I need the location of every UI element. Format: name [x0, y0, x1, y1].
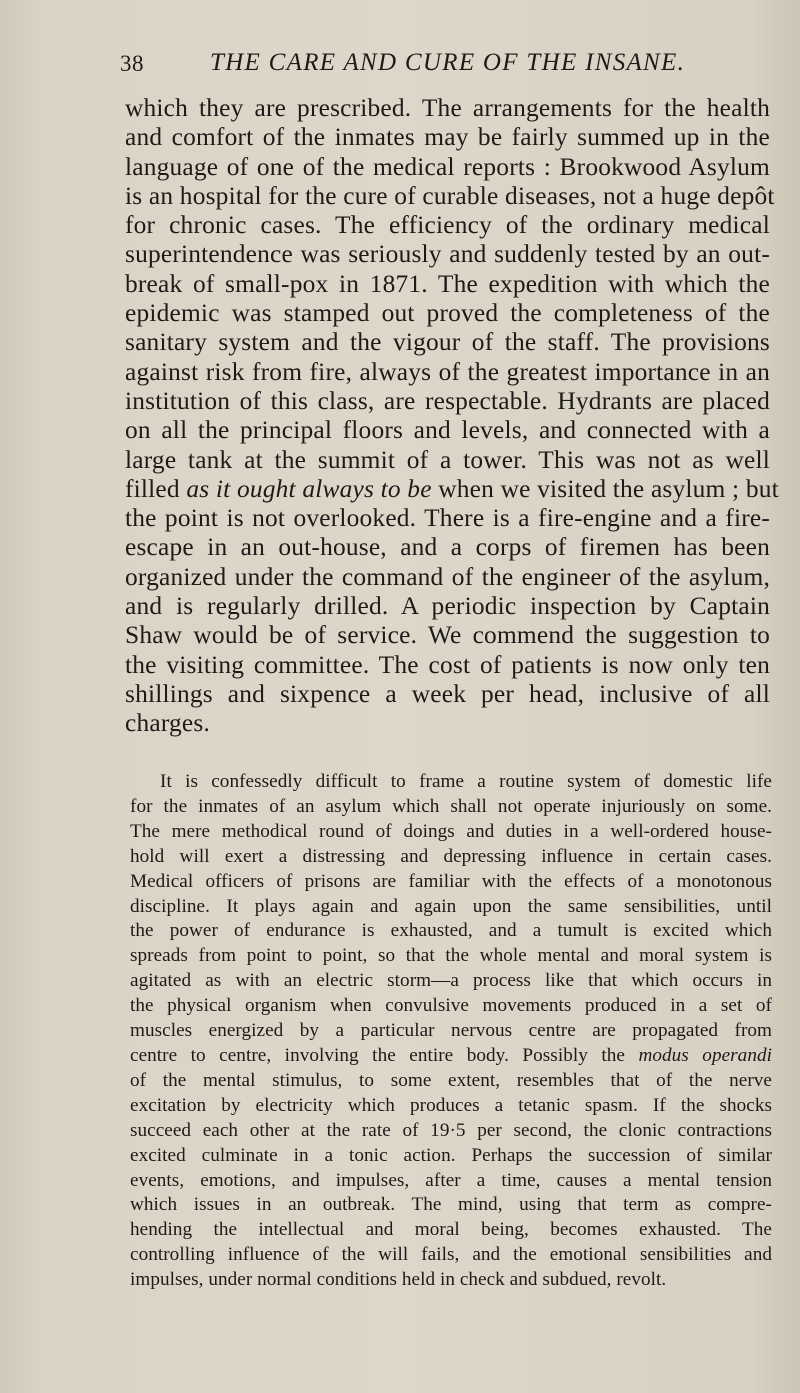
- text-line: superintendence was seriously and suddenly tested by an out-: [125, 240, 770, 269]
- page-header: [120, 46, 700, 80]
- text-line-with-italic: [125, 474, 779, 504]
- text-line: controlling influence of the will fails, and the emotional sensibilities and: [130, 1244, 772, 1266]
- text-line: which issues in an outbreak. The mind, using that term as compre-: [130, 1194, 772, 1216]
- text-line: muscles energized by a particular nervous centre are propagated from: [130, 1020, 772, 1042]
- text-line: hold will exert a distressing and depressing influence in certain cases.: [130, 845, 772, 867]
- text-line: the point is not overlooked. There is a fire-engine and a fire-: [125, 504, 770, 533]
- page-number: 38: [120, 51, 144, 76]
- text-line: escape in an out-house, and a corps of firemen has been: [125, 533, 770, 562]
- text-segment: centre to centre, involving the entire body. Possibly the: [130, 1044, 625, 1066]
- text-line: impulses, under normal conditions held in check and subdued, revolt.: [130, 1269, 667, 1291]
- text-line: break of small-pox in 1871. The expedition with which the: [125, 269, 770, 298]
- text-line: is an hospital for the cure of curable diseases, not a huge depôt: [125, 181, 775, 210]
- text-line: charges.: [125, 709, 211, 738]
- text-line: epidemic was stamped out proved the completeness of the: [125, 299, 770, 328]
- text-line: events, emotions, and impulses, after a time, causes a mental tension: [130, 1169, 772, 1191]
- text-line: which they are prescribed. The arrangements for the health: [125, 94, 770, 122]
- text-line: agitated as with an electric storm—a process like that which occurs in: [130, 970, 772, 992]
- text-line: and comfort of the inmates may be fairly summed up in the: [125, 123, 770, 152]
- text-line: It is confessedly difficult to frame a routine system of domestic life: [160, 771, 772, 792]
- text-line: large tank at the summit of a tower. This was not as well: [125, 445, 770, 474]
- small-print-paragraph: [130, 770, 772, 1293]
- text-line: excited culminate in a tonic action. Perhaps the succession of similar: [130, 1144, 772, 1166]
- text-line: on all the principal floors and levels, and connected with a: [125, 416, 770, 445]
- text-line: Shaw would be of service. We commend the suggestion to: [125, 621, 770, 650]
- text-line: organized under the command of the engineer of the asylum,: [125, 562, 770, 591]
- text-line: sanitary system and the vigour of the staff. The provisions: [125, 328, 770, 357]
- text-line: discipline. It plays again and again upon the same sensibilities, until: [130, 895, 772, 917]
- text-line: Medical officers of prisons are familiar with the effects of a monotonous: [130, 870, 772, 892]
- text-line: institution of this class, are respectable. Hydrants are placed: [125, 386, 770, 415]
- running-head: THE CARE AND CURE OF THE INSANE.: [210, 49, 686, 76]
- text-line: and is regularly drilled. A periodic inspection by Captain: [125, 592, 770, 621]
- text-segment: filled: [125, 474, 180, 503]
- main-paragraph: [125, 94, 779, 739]
- text-segment: when we visited the asylum ; but: [438, 474, 779, 503]
- text-line: excitation by electricity which produces a tetanic spasm. If the shocks: [130, 1094, 772, 1116]
- text-line: spreads from point to point, so that the whole mental and moral system is: [130, 945, 772, 967]
- italic-phrase: modus operandi: [638, 1044, 772, 1066]
- text-line: language of one of the medical reports : Brookwood Asylum: [125, 152, 770, 181]
- text-line: the power of endurance is exhausted, and a tumult is excited which: [130, 920, 772, 942]
- text-line: shillings and sixpence a week per head, inclusive of all: [125, 679, 770, 708]
- text-line: the visiting committee. The cost of patients is now only ten: [125, 650, 770, 679]
- text-line: against risk from fire, always of the greatest importance in an: [125, 357, 770, 386]
- italic-phrase: as it ought always to be: [186, 474, 432, 503]
- text-line: hending the intellectual and moral being, becomes exhausted. The: [130, 1219, 772, 1241]
- text-line: The mere methodical round of doings and duties in a well-ordered house-: [130, 820, 772, 842]
- text-line: for chronic cases. The efficiency of the ordinary medical: [125, 211, 770, 240]
- text-line: for the inmates of an asylum which shall not operate injuriously on some.: [130, 795, 772, 817]
- text-line: succeed each other at the rate of 19·5 per second, the clonic contractions: [130, 1119, 772, 1141]
- text-line: the physical organism when convulsive movements produced in a set of: [130, 995, 772, 1017]
- text-line-with-italic: [130, 1044, 772, 1069]
- text-line: of the mental stimulus, to some extent, resembles that of the nerve: [130, 1069, 772, 1091]
